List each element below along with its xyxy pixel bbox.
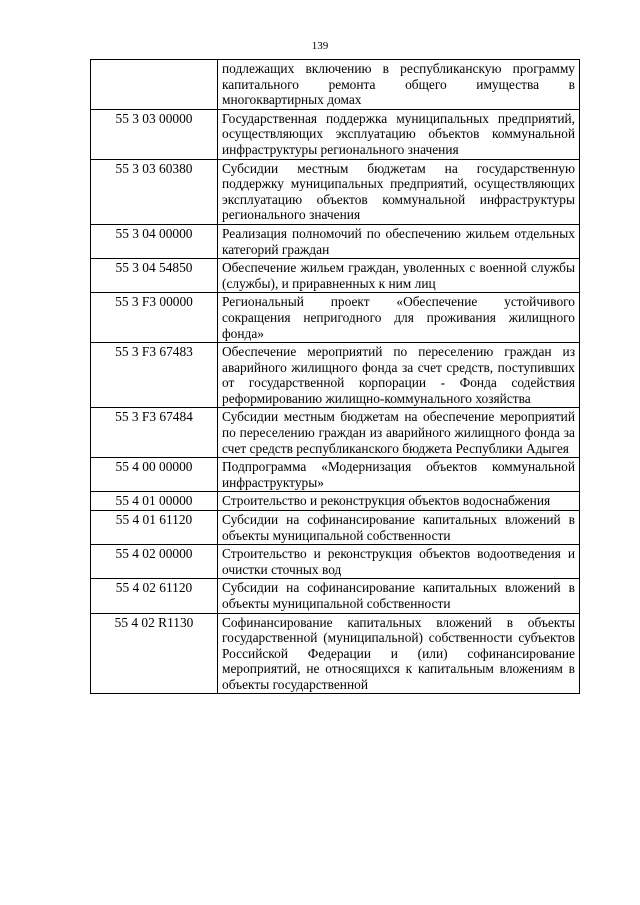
- description-cell: Региональный проект «Обеспечение устойчивого сокращения непригодного для проживания жилищного фонда»: [218, 293, 580, 343]
- code-cell: 55 3 F3 00000: [91, 293, 218, 343]
- code-cell: 55 4 01 00000: [91, 492, 218, 511]
- table-row: [91, 60, 580, 110]
- table-row: [91, 293, 580, 343]
- code-cell: 55 3 04 54850: [91, 259, 218, 293]
- code-cell: 55 4 01 61120: [91, 511, 218, 545]
- description-cell: Субсидии местным бюджетам на обеспечение мероприятий по переселению граждан из аварийного жилищного фонда за счет средств республиканского бюджета Республики Адыгея: [218, 408, 580, 458]
- table-row: [91, 545, 580, 579]
- description-cell: Государственная поддержка муниципальных предприятий, осуществляющих эксплуатацию объектов коммунальной инфраструктуры регионального значения: [218, 109, 580, 159]
- description-cell: Подпрограмма «Модернизация объектов коммунальной инфраструктуры»: [218, 458, 580, 492]
- code-cell: 55 3 03 00000: [91, 109, 218, 159]
- description-cell: Субсидии местным бюджетам на государственную поддержку муниципальных предприятий, осуществляющих эксплуатацию объектов коммунальной инфраструктуры регионального значения: [218, 159, 580, 224]
- description-cell: Реализация полномочий по обеспечению жильем отдельных категорий граждан: [218, 224, 580, 258]
- page-number: 139: [311, 40, 329, 52]
- table-row: [91, 259, 580, 293]
- description-cell: Обеспечение жильем граждан, уволенных с военной службы (службы), и приравненных к ним лиц: [218, 259, 580, 293]
- description-cell: Строительство и реконструкция объектов водоснабжения: [218, 492, 580, 511]
- description-cell: Строительство и реконструкция объектов водоотведения и очистки сточных вод: [218, 545, 580, 579]
- table-row: [91, 579, 580, 613]
- table-row: [91, 343, 580, 408]
- code-cell: 55 3 F3 67483: [91, 343, 218, 408]
- description-cell: подлежащих включению в республиканскую программу капитального ремонта общего имущества в многоквартирных домах: [218, 60, 580, 110]
- code-cell: [91, 60, 218, 110]
- table-row: [91, 492, 580, 511]
- code-cell: 55 3 F3 67484: [91, 408, 218, 458]
- table-row: [91, 511, 580, 545]
- description-cell: Софинансирование капитальных вложений в объекты государственной (муниципальной) собственности субъектов Российской Федерации и (или) софинансирование мероприятий, не относящихся к капитальным вложениям в объекты государственной: [218, 613, 580, 693]
- budget-classification-table: [90, 59, 580, 694]
- table-row: [91, 224, 580, 258]
- description-cell: Обеспечение мероприятий по переселению граждан из аварийного жилищного фонда за счет средств, поступивших от государственной корпорации - Фонда содействия реформированию жилищно-коммунального хозяйства: [218, 343, 580, 408]
- code-cell: 55 3 04 00000: [91, 224, 218, 258]
- table-row: [91, 159, 580, 224]
- code-cell: 55 3 03 60380: [91, 159, 218, 224]
- table-row: [91, 408, 580, 458]
- code-cell: 55 4 02 00000: [91, 545, 218, 579]
- code-cell: 55 4 00 00000: [91, 458, 218, 492]
- table-row: [91, 458, 580, 492]
- code-cell: 55 4 02 61120: [91, 579, 218, 613]
- description-cell: Субсидии на софинансирование капитальных вложений в объекты муниципальной собственности: [218, 511, 580, 545]
- table-row: [91, 613, 580, 693]
- table-row: [91, 109, 580, 159]
- code-cell: 55 4 02 R1130: [91, 613, 218, 693]
- description-cell: Субсидии на софинансирование капитальных вложений в объекты муниципальной собственности: [218, 579, 580, 613]
